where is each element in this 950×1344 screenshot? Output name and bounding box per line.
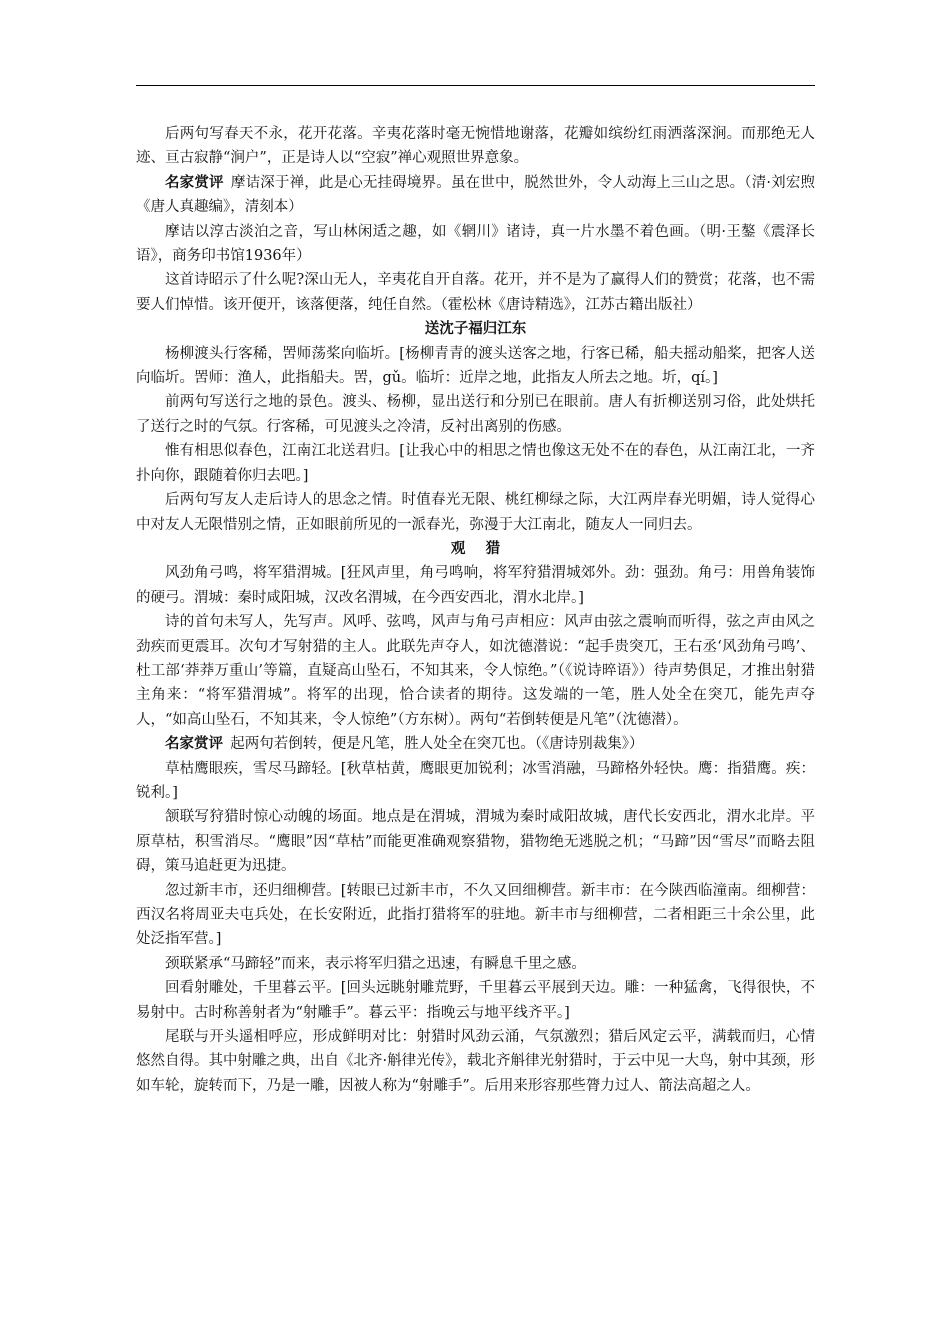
header-rule (136, 85, 815, 86)
paragraph (136, 122, 815, 171)
poem-title: 观猎 (450, 540, 521, 557)
paragraph (136, 342, 815, 391)
paragraph-text: 忽过新丰市，还归细柳营。[转眼已过新丰市，不久又回细柳营。新丰市：在今陕西临潼南。细柳营：西汉名将周亚夫屯兵处，在长安附近，此指打猎将军的驻地。新丰市与细柳营，二者相距三十余公里，此处泛指军营。] (136, 882, 815, 948)
paragraph-text: 惟有相思似春色，江南江北送君归。[让我心中的相思之情也像这无处不在的春色，从江南江北，一齐扑向你，跟随着你归去吧。] (136, 443, 815, 484)
document-body (136, 122, 815, 1098)
paragraph-text: 颈联紧承“马蹄轻”而来，表示将军归猎之迅速，有瞬息千里之感。 (165, 955, 586, 972)
paragraph (136, 171, 815, 220)
paragraph-text: 后两句写春天不永，花开花落。辛夷花落时毫无惋惜地谢落，花瓣如缤纷红雨洒落深涧。而那绝无人迹、亘古寂静“涧户”，正是诗人以“空寂”禅心观照世界意象。 (136, 126, 815, 167)
paragraph (136, 732, 815, 756)
paragraph-text: 起两句若倒转，便是凡笔，胜人处全在突兀也。（《唐诗别裁集》） (230, 736, 644, 753)
paragraph-text: 杨柳渡头行客稀，罟师荡桨向临圻。[杨柳青青的渡头送客之地，行客已稀，船夫摇动船桨，把客人送向临圻。罟师：渔人，此指船夫。罟，gǔ。临圻：近岸之地，此指友人所去之地。圻，qí。] (136, 345, 815, 387)
commentary-label: 名家赏评 (165, 174, 224, 191)
paragraph (136, 976, 815, 1025)
paragraph-text: 尾联与开头遥相呼应，形成鲜明对比：射猎时风劲云涌，气氛激烈；猎后风定云平，满载而归，心情悠然自得。其中射雕之典，出自《北齐·斛律光传》，载北齐斛律光射猎时，于云中见一大鸟，射中其颈，形如车轮，旋转而下，乃是一雕，因被人称为“射雕手”。后用来形容那些膂力过人、箭法高超之人。 (136, 1029, 815, 1094)
paragraph (136, 268, 815, 317)
poem-title: 送沈子福归江东 (424, 321, 527, 338)
paragraph-text: 前两句写送行之地的景色。渡头、杨柳，显出送行和分别已在眼前。唐人有折柳送别习俗，此处烘托了送行之时的气氛。行客稀，可见渡头之冷清，反衬出离别的伤感。 (136, 394, 815, 435)
paragraph (136, 390, 815, 439)
paragraph (136, 220, 815, 269)
paragraph-text: 回看射雕处，千里暮云平。[回头远眺射雕荒野，千里暮云平展到天边。雕：一种猛禽，飞得很快，不易射中。古时称善射者为“射雕手”。暮云平：指晚云与地平线齐平。] (136, 980, 815, 1021)
paragraph (136, 439, 815, 488)
paragraph-text: 摩诘深于禅，此是心无挂碍境界。虽在世中，脱然世外，令人动海上三山之思。（清·刘宏煦《唐人真趣编》，清刻本） (136, 174, 815, 216)
paragraph (136, 488, 815, 537)
paragraph-text: 颔联写狩猎时惊心动魄的场面。地点是在渭城，渭城为秦时咸阳故城，唐代长安西北，渭水北岸。平原草枯，积雪消尽。“鹰眼”因“草枯”而能更准确观察猎物，猎物绝无逃脱之机；“马蹄”因“雪尽”而略去阻碍，策马追赶更为迅捷。 (136, 809, 815, 875)
paragraph (136, 879, 815, 952)
paragraph-text: 这首诗昭示了什么呢?深山无人，辛夷花自开自落。花开，并不是为了赢得人们的赞赏；花落，也不需要人们悼惜。该开便开，该落便落，纯任自然。（霍松林《唐诗精选》，江苏古籍出版社） (136, 272, 815, 313)
paragraph (136, 805, 815, 878)
paragraph (136, 1025, 815, 1098)
paragraph-text: 诗的首句未写人，先写声。风呼、弦鸣，风声与角弓声相应：风声由弦之震响而听得，弦之声由风之劲疾而更震耳。次句才写射猎的主人。此联先声夺人，如沈德潜说：“起手贵突兀，王右丞‘风劲角弓鸣’、杜工部‘莽莽万重山’等篇，直疑高山坠石，不知其来，令人惊绝。”（《说诗晬语》）待声势俱足，才推出射猎主角来：“将军猎渭城”。将军的出现，恰合读者的期待。这发端的一笔，胜人处全在突兀，能先声夺人，“如高山坠石，不知其来，令人惊绝”（方东树）。两句“若倒转便是凡笔”（沈德潜）。 (136, 614, 815, 728)
paragraph (136, 952, 815, 976)
commentary-label: 名家赏评 (165, 736, 223, 753)
paragraph (136, 757, 815, 806)
paragraph (136, 610, 815, 732)
paragraph (136, 561, 815, 610)
paragraph-text: 摩诘以淳古淡泊之音，写山林闲适之趣，如《辋川》诸诗，真一片水墨不着色画。（明·王鏊《震泽长语》，商务印书馆1936年） (136, 223, 815, 265)
paragraph-text: 风劲角弓鸣，将军猎渭城。[狂风声里，角弓鸣响，将军狩猎渭城郊外。劲：强劲。角弓：用兽角装饰的硬弓。渭城：秦时咸阳城，汉改名渭城，在今西安西北，渭水北岸。] (136, 565, 815, 606)
paragraph-text: 后两句写友人走后诗人的思念之情。时值春光无限、桃红柳绿之际，大江两岸春光明媚，诗人觉得心中对友人无限惜别之情，正如眼前所见的一派春光，弥漫于大江南北，随友人一同归去。 (136, 492, 815, 533)
paragraph-text: 草枯鹰眼疾，雪尽马蹄轻。[秋草枯黄，鹰眼更加锐利；冰雪消融，马蹄格外轻快。鹰：指猎鹰。疾：锐利。] (136, 760, 815, 801)
